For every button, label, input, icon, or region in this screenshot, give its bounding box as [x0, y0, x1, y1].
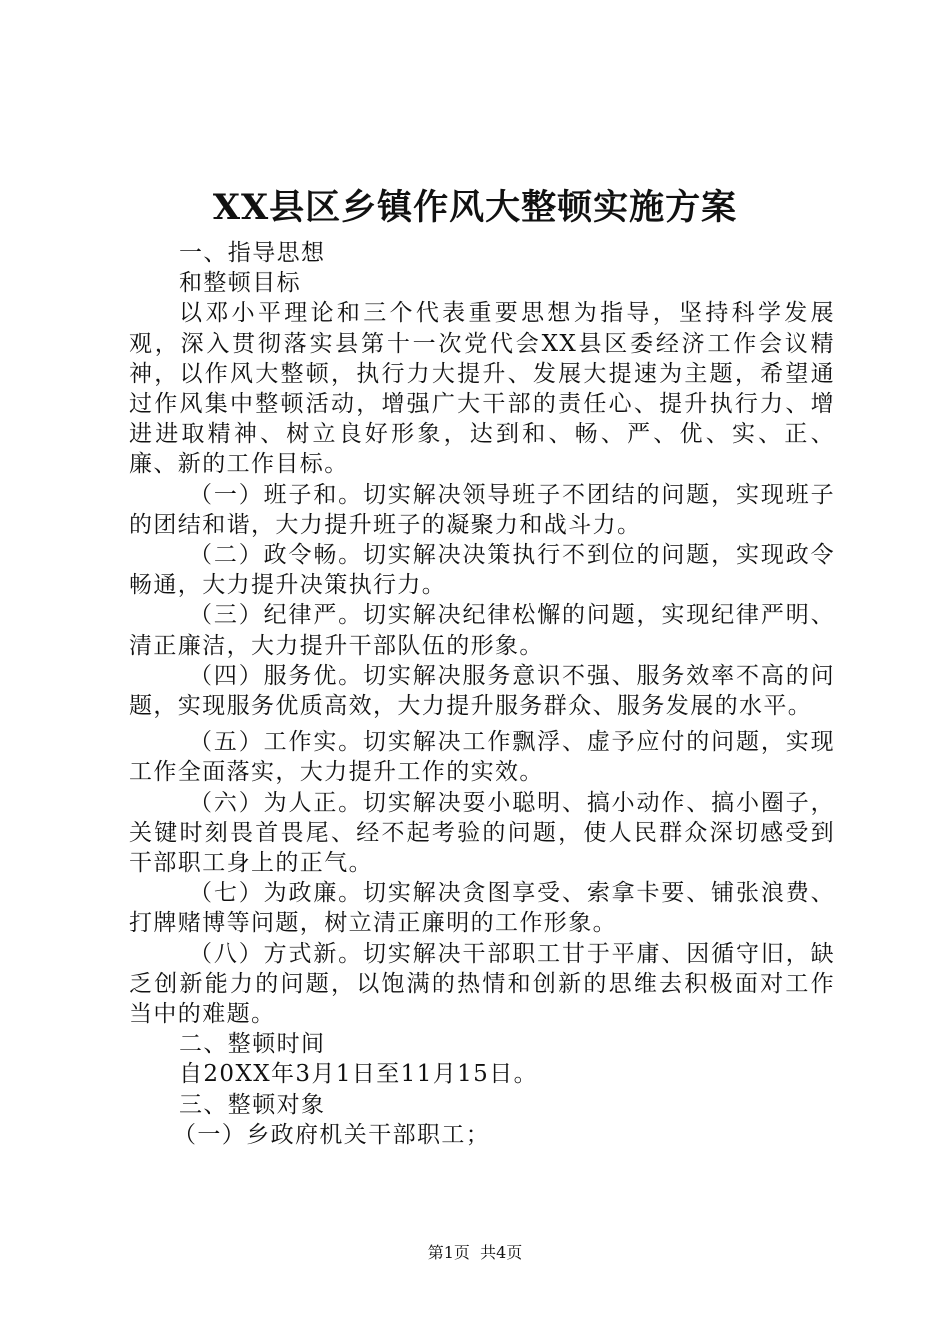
- page-number: 第1页: [427, 1243, 470, 1262]
- document-body: [129, 238, 835, 1150]
- paragraph-time: 自20XX年3月1日至11月15日。: [179, 1061, 539, 1088]
- section-heading-time: 二、整顿时间: [179, 1031, 326, 1058]
- paragraph-item-1: （一）班子和。切实解决领导班子不团结的问题，实现班子的团结和谐，大力提升班子的凝聚力和战斗力。: [129, 481, 835, 538]
- paragraph-item-6: （六）为人正。切实解决耍小聪明、搞小动作、搞小圈子，关键时刻畏首畏尾、经不起考验的问题，使人民群众深切感受到干部职工身上的正气。: [129, 789, 835, 877]
- page-footer: [0, 1241, 950, 1265]
- section-heading-guiding-thought: 一、指导思想: [179, 240, 326, 266]
- paragraph-item-7: （七）为政廉。切实解决贪图享受、索拿卡要、铺张浪费、打牌赌博等问题，树立清正廉明的工作形象。: [129, 880, 835, 937]
- section-heading-goals: 和整顿目标: [179, 270, 301, 297]
- paragraph-item-4: （四）服务优。切实解决服务意识不强、服务效率不高的问题，实现服务优质高效，大力提升服务群众、服务发展的水平。: [129, 662, 835, 720]
- paragraph-item-5: （五）工作实。切实解决工作飘浮、虚予应付的问题，实现工作全面落实，大力提升工作的实效。: [129, 729, 835, 786]
- page-total: 共4页: [480, 1243, 523, 1262]
- paragraph-item-8: （八）方式新。切实解决干部职工甘于平庸、因循守旧，缺乏创新能力的问题，以饱满的热情和创新的思维去积极面对工作当中的难题。: [129, 940, 835, 1028]
- paragraph-item-2: （二）政令畅。切实解决决策执行不到位的问题，实现政令畅通，大力提升决策执行力。: [129, 542, 835, 599]
- paragraph-intro: 以邓小平理论和三个代表重要思想为指导，坚持科学发展观，深入贯彻落实县第十一次党代会XX县区委经济工作会议精神，以作风大整顿，执行力大提升、发展大提速为主题，希望通过作风集中整顿活动，增强广大干部的责任心、提升执行力、增进进取精神、树立良好形象，达到和、畅、严、优、实、正、廉、新的工作目标。: [129, 300, 835, 478]
- document-title: XX县区乡镇作风大整顿实施方案: [212, 187, 738, 228]
- section-heading-targets: 三、整顿对象: [179, 1091, 326, 1118]
- paragraph-target-1: （一）乡政府机关干部职工；: [173, 1121, 491, 1148]
- paragraph-item-3: （三）纪律严。切实解决纪律松懈的问题，实现纪律严明、清正廉洁，大力提升干部队伍的形象。: [129, 602, 835, 659]
